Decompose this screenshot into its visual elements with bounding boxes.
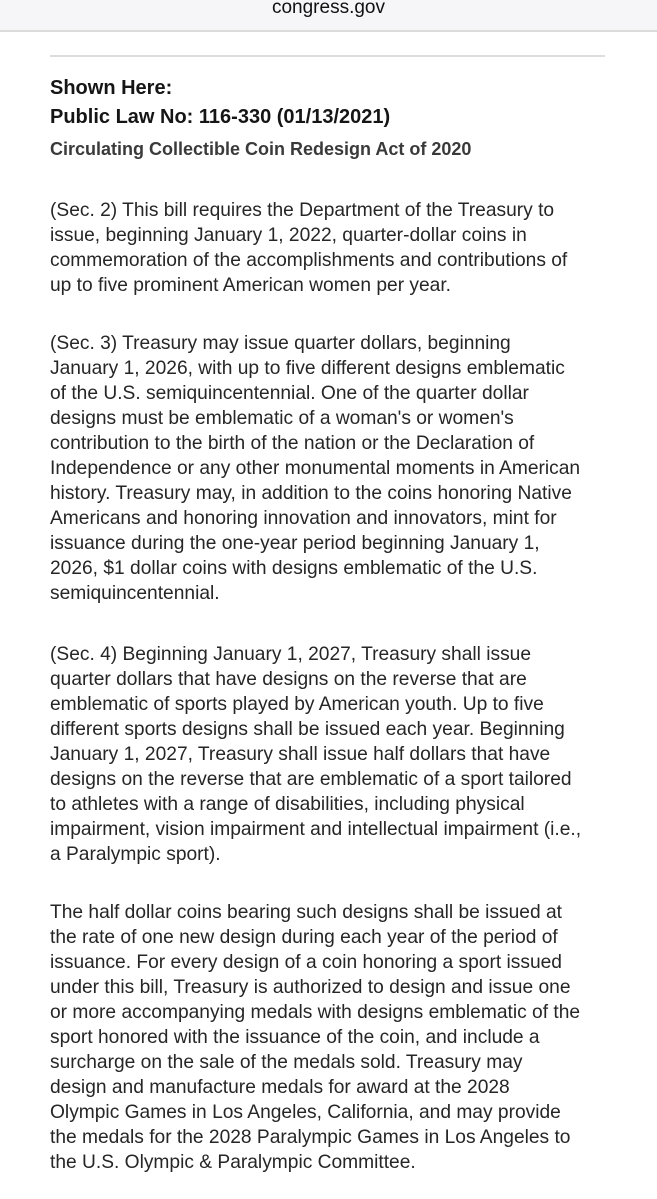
summary-paragraph-sec-4: (Sec. 4) Beginning January 1, 2027, Treasury shall issue quarter dollars that have designs on the reverse that are emblematic of sports played by American youth. Up to five different sports designs shall be issued each year. Beginning January 1, 2027, Treasury shall issue half dollars that have designs on the reverse that are emblematic of a sport tailored to athletes with a range of disabilities, including physical impairment, vision impairment and intellectual impairment (i.e., a Paralympic sport). bbox=[50, 644, 582, 865]
url-label[interactable]: congress.gov bbox=[271, 0, 385, 18]
bill-summary bbox=[50, 74, 620, 1173]
shown-here-label: Shown Here: bbox=[50, 77, 173, 99]
public-law-number: Public Law No: 116-330 (01/13/2021) bbox=[50, 106, 391, 128]
section-divider bbox=[50, 55, 605, 57]
summary-paragraph-sec-3: (Sec. 3) Treasury may issue quarter dollars, beginning January 1, 2026, with up to five different designs emblematic of the U.S. semiquincentennial. One of the quarter dollar designs must be emblematic of a woman's or women's contribution to the birth of the nation or the Declaration of Independence or any other monumental moments in American history. Treasury may, in addition to the coins honoring Native Americans and honoring innovation and innovators, mint for issuance during the one-year period beginning January 1, 2026, $1 dollar coins with designs emblematic of the U.S. semiquincentennial. bbox=[50, 333, 581, 604]
summary-paragraph-sec-2: (Sec. 2) This bill requires the Department of the Treasury to issue, beginning January 1, 2022, quarter-dollar coins in commemoration of the accomplishments and contributions of up to five prominent American women per year. bbox=[50, 200, 568, 296]
browser-address-bar[interactable] bbox=[0, 0, 657, 32]
bill-title: Circulating Collectible Coin Redesign Act of 2020 bbox=[50, 139, 472, 159]
summary-paragraph-medals: The half dollar coins bearing such designs shall be issued at the rate of one new design during each year of the period of issuance. For every design of a coin honoring a sport issued under this bill, Treasury is authorized to design and issue one or more accompanying medals with designs emblematic of the sport honored with the issuance of the coin, and include a surcharge on the sale of the medals sold. Treasury may design and manufacture medals for award at the 2028 Olympic Games in Los Angeles, California, and may provide the medals for the 2028 Paralympic Games in Los Angeles to the U.S. Olympic & Paralympic Committee. bbox=[50, 902, 581, 1173]
